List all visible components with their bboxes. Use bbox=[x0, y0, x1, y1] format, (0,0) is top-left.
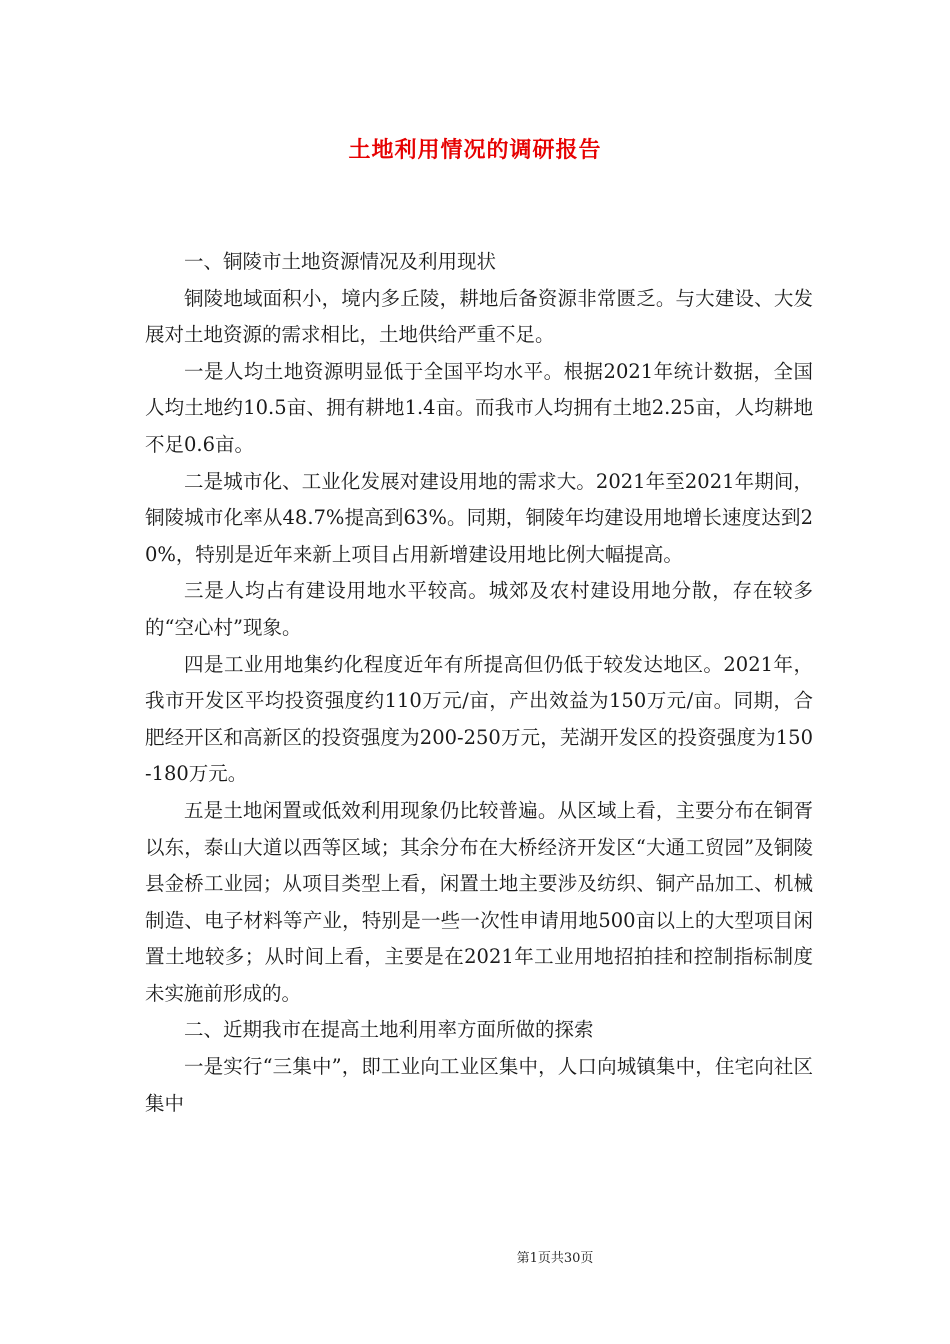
paragraph-point-3: 三是人均占有建设用地水平较高。城郊及农村建设用地分散，存在较多的“空心村”现象。 bbox=[145, 579, 813, 639]
paragraph-point-1: 一是人均土地资源明显低于全国平均水平。根据2021年统计数据，全国人均土地约10.5亩、拥有耕地1.4亩。而我市人均拥有土地2.25亩，人均耕地不足0.6亩。 bbox=[145, 359, 813, 456]
paragraph-point-5: 五是土地闲置或低效利用现象仍比较普遍。从区域上看，主要分布在铜胥以东，泰山大道以西等区域；其余分布在大桥经济开发区“大通工贸园”及铜陵县金桥工业园；从项目类型上看，闲置土地主要涉及纺织、铜产品加工、机械制造、电子材料等产业，特别是一些一次性申请用地500亩以上的大型项目闲置土地较多；从时间上看，主要是在2021年工业用地招拍挂和控制指标制度未实施前形成的。 bbox=[145, 798, 813, 1005]
document-title: 土地利用情况的调研报告 bbox=[348, 137, 602, 163]
document-body bbox=[145, 244, 813, 1122]
paragraph-intro: 铜陵地域面积小，境内多丘陵，耕地后备资源非常匮乏。与大建设、大发展对土地资源的需求相比，土地供给严重不足。 bbox=[145, 286, 813, 347]
paragraph-point-4: 四是工业用地集约化程度近年有所提高但仍低于较发达地区。2021年，我市开发区平均投资强度约110万元/亩，产出效益为150万元/亩。同期，合肥经开区和高新区的投资强度为200-250万元，芜湖开发区的投资强度为150-180万元。 bbox=[145, 652, 813, 786]
paragraph-point-2: 二是城市化、工业化发展对建设用地的需求大。2021年至2021年期间，铜陵城市化率从48.7%提高到63%。同期，铜陵年均建设用地增长速度达到20%，特别是近年来新上项目占用新增建设用地比例大幅提高。 bbox=[145, 469, 813, 566]
section-heading-2: 二、近期我市在提高土地利用率方面所做的探索 bbox=[184, 1018, 594, 1042]
paragraph-measure-1: 一是实行“三集中”，即工业向工业区集中，人口向城镇集中，住宅向社区集中 bbox=[145, 1055, 813, 1115]
section-heading-1: 一、铜陵市土地资源情况及利用现状 bbox=[184, 250, 497, 273]
page-number: 第1页共30页 bbox=[516, 1251, 594, 1266]
